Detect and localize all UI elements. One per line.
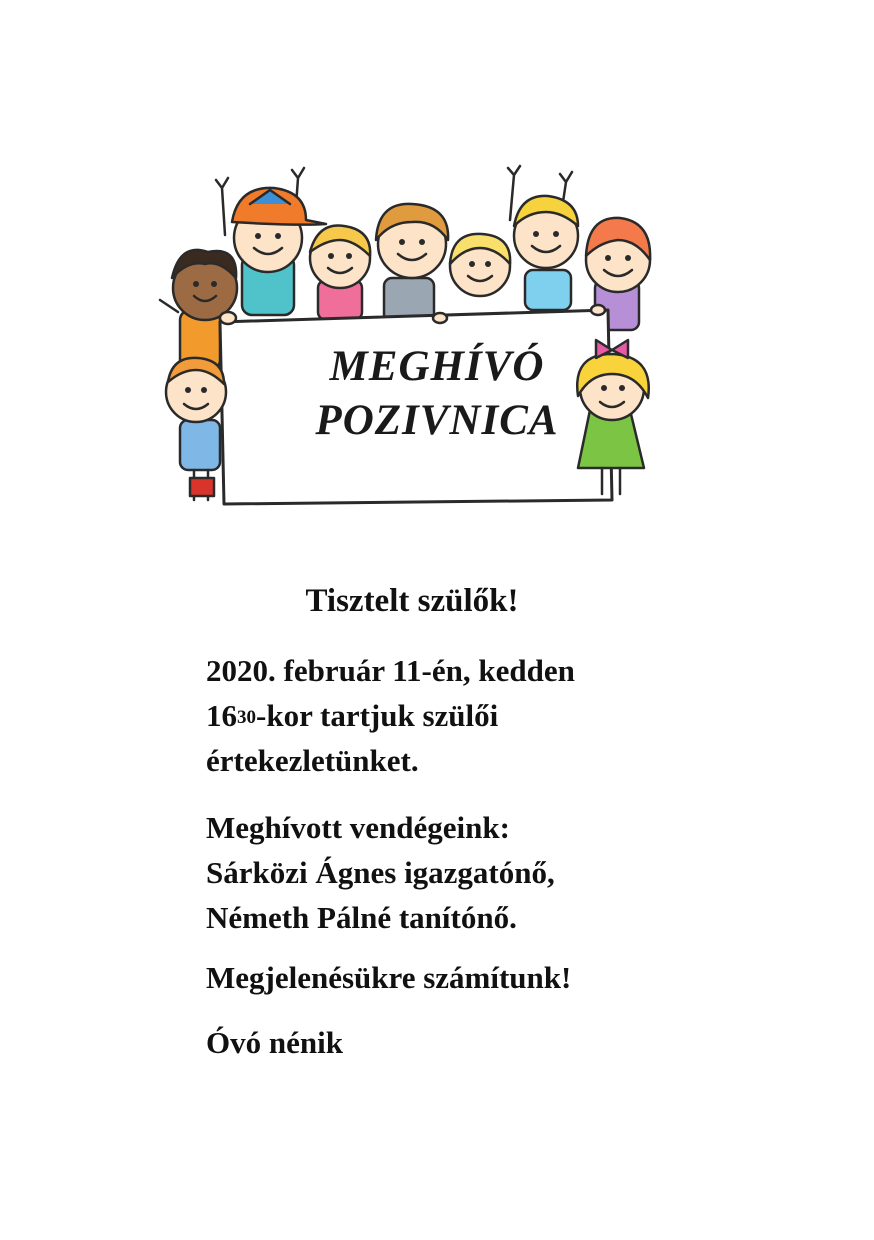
closing-line: Megjelenésükre számítunk! <box>206 960 572 995</box>
time-hour: 16 <box>206 698 237 733</box>
cap-orange <box>232 188 326 225</box>
shorts-peeking-boy <box>190 478 214 496</box>
time-minutes: 30 <box>237 707 256 728</box>
guest-principal: Sárközi Ágnes igazgatónő, <box>206 855 555 890</box>
guest-teacher: Németh Pálné tanítónő. <box>206 900 517 935</box>
raised-arm-left <box>216 178 228 235</box>
hand-left <box>220 312 236 324</box>
guests-paragraph <box>206 805 555 940</box>
invitation-date-line: 2020. február 11-én, kedden <box>206 653 575 688</box>
children-holding-sign-illustration <box>150 160 670 520</box>
sign-title-hungarian: MEGHÍVÓ <box>329 343 545 390</box>
invitation-paragraph <box>206 648 575 783</box>
invitation-meeting-line: értekezletünket. <box>206 743 419 778</box>
hand-right <box>591 305 605 315</box>
invitation-time-line <box>206 693 575 738</box>
guests-heading: Meghívott vendégeink: <box>206 810 510 845</box>
sign-title-croatian: POZIVNICA <box>315 397 559 444</box>
hand-middle <box>433 313 447 323</box>
greeting: Tisztelt szülők! <box>305 583 519 619</box>
body-blond-boy <box>525 270 571 310</box>
signature: Óvó nénik <box>206 1025 343 1060</box>
invitation-time-rest: -kor tartjuk szülői <box>256 698 499 733</box>
